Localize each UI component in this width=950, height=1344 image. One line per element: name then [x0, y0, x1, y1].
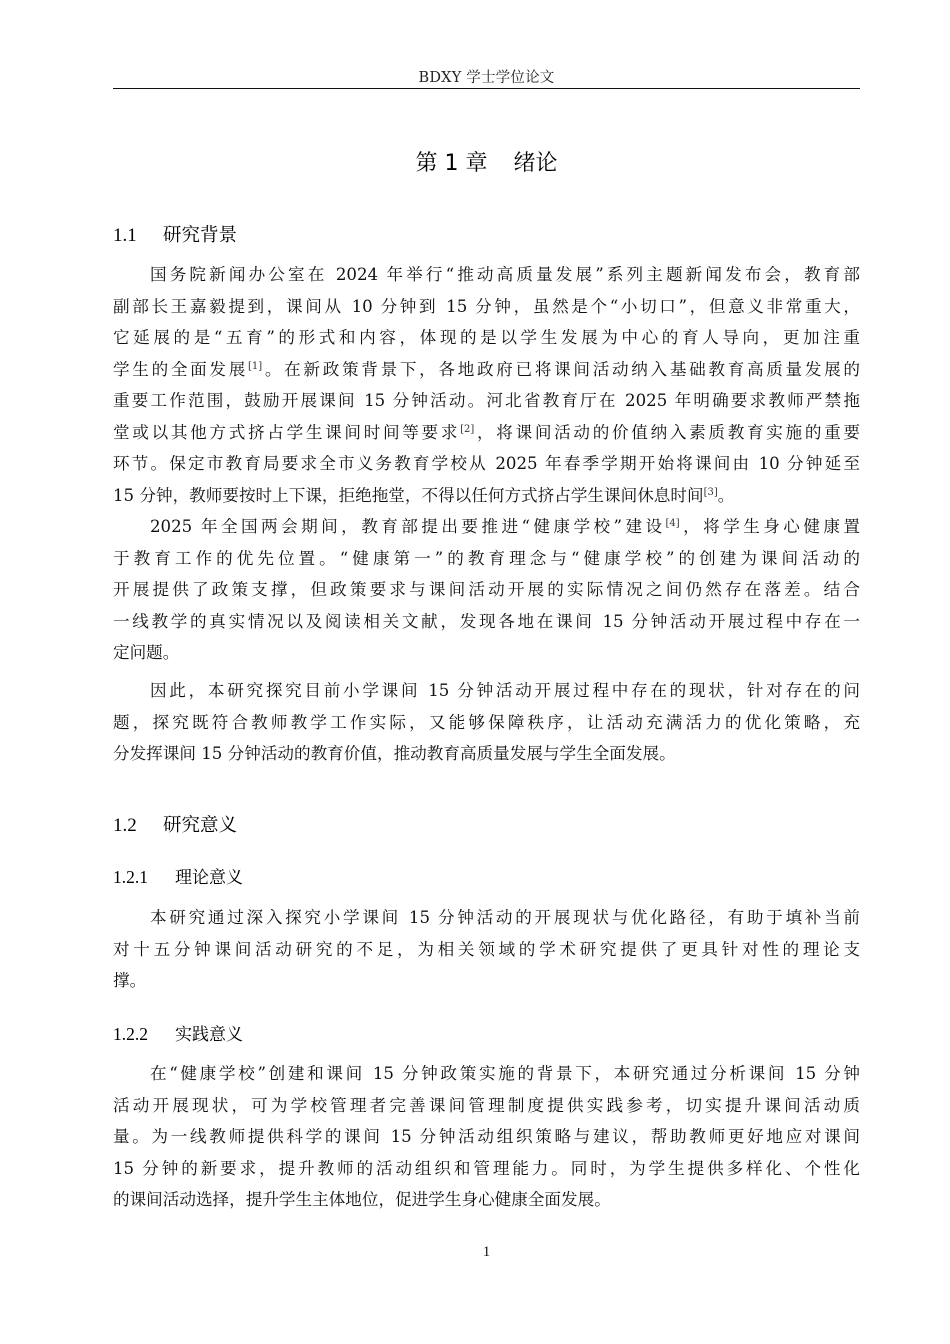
text-line: 在“健康学校”创建和课间 15 分钟政策实施的背景下，本研究通过分析课间 15 分钟 — [150, 1064, 860, 1083]
text-line: 题，探究既符合教师教学工作实际，又能够保障秩序，让活动充满活力的优化策略，充 — [113, 712, 860, 732]
text-line: 量。为一线教师提供科学的课间 15 分钟活动组织策略与建议，帮助教师更好地应对课间 — [113, 1127, 860, 1146]
text-span: 。 — [717, 485, 735, 505]
text-span: 学生的全面发展 — [113, 359, 248, 379]
section-heading-1-2 — [113, 811, 237, 837]
subsection-heading-1-2-2 — [113, 1020, 243, 1045]
paragraph-background-1 — [113, 259, 860, 511]
text-line — [113, 511, 860, 543]
running-header: BDXY 学士学位论文 — [418, 70, 555, 86]
section-heading-1-1 — [113, 221, 237, 247]
text-line: 开展提供了政策支撑，但政策要求与课间活动开展的实际情况之间仍然存在落差。结合 — [113, 580, 860, 599]
citation-ref-2: [2] — [460, 423, 475, 435]
text-line: 于教育工作的优先位置。“健康第一”的教育理念与“健康学校”的创建为课间活动的 — [113, 548, 860, 568]
text-line: 国务院新闻办公室在 2024 年举行“推动高质量发展”系列主题新闻发布会，教育部 — [150, 265, 860, 284]
text-line: 重要工作范围，鼓励开展课间 15 分钟活动。河北省教育厅在 2025 年明确要求教师严禁拖 — [113, 391, 860, 410]
section-number: 1.1 — [113, 225, 137, 246]
text-span: 堂或以其他方式挤占学生课间时间等要求 — [113, 422, 461, 442]
subsection-heading-1-2-1 — [113, 863, 243, 888]
paragraph-background-2 — [113, 511, 860, 669]
text-span: ，将学生身心健康置 — [679, 517, 860, 536]
header-rule — [113, 88, 860, 89]
paragraph-background-3 — [113, 675, 860, 770]
paragraph-practical — [113, 1058, 860, 1216]
subsection-title: 理论意义 — [175, 868, 243, 888]
citation-ref-3: [3] — [703, 486, 718, 498]
text-line: 副部长王嘉毅提到，课间从 10 分钟到 15 分钟，虽然是个“小切口”，但意义非常重大， — [113, 296, 860, 316]
text-line — [113, 417, 860, 449]
text-span: 15 分钟，教师要按时上下课，拒绝拖堂，不得以任何方式挤占学生课间休息时间 — [113, 485, 704, 505]
chapter-title — [113, 146, 860, 177]
chapter-number: 第 1 章 — [415, 151, 488, 176]
text-span: 。在新政策背景下，各地政府已将课间活动纳入基础教育高质量发展的 — [262, 359, 861, 379]
chapter-name: 绪论 — [513, 151, 558, 176]
text-line: 的课间活动选择，提升学生主体地位，促进学生身心健康全面发展。 — [113, 1190, 611, 1209]
citation-ref-1: [1] — [248, 360, 263, 372]
section-title: 研究背景 — [163, 225, 238, 246]
section-title: 研究意义 — [163, 815, 238, 836]
paragraph-theoretical — [113, 902, 860, 997]
text-line: 一线教学的真实情况以及阅读相关文献，发现各地在课间 15 分钟活动开展过程中存在一 — [113, 611, 860, 631]
text-line: 对十五分钟课间活动研究的不足，为相关领域的学术研究提供了更具针对性的理论支 — [113, 939, 860, 959]
text-line: 分发挥课间 15 分钟活动的教育价值，推动教育高质量发展与学生全面发展。 — [113, 744, 676, 763]
page-number: 1 — [482, 1244, 491, 1260]
subsection-number: 1.2.1 — [113, 867, 148, 887]
text-span: ，将课间活动的价值纳入素质教育实施的重要 — [474, 422, 861, 442]
citation-ref-4: [4] — [665, 518, 680, 529]
text-line: 15 分钟的新要求，提升教师的活动组织和管理能力。同时，为学生提供多样化、个性化 — [113, 1158, 860, 1178]
text-line: 它延展的是“五育”的形式和内容，体现的是以学生发展为中心的育人导向，更加注重 — [113, 328, 860, 347]
text-line: 环节。保定市教育局要求全市义务教育学校从 2025 年春季学期开始将课间由 10 分钟延至 — [113, 454, 860, 473]
text-line: 因此，本研究探究目前小学课间 15 分钟活动开展过程中存在的现状，针对存在的问 — [150, 681, 860, 700]
text-line: 撑。 — [113, 971, 147, 990]
text-line: 定问题。 — [113, 643, 180, 662]
text-span: 2025 年全国两会期间，教育部提出要推进“健康学校”建设 — [150, 517, 666, 536]
text-line: 本研究通过深入探究小学课间 15 分钟活动的开展现状与优化路径，有助于填补当前 — [150, 908, 860, 927]
subsection-number: 1.2.2 — [113, 1024, 148, 1044]
text-line — [113, 480, 860, 512]
subsection-title: 实践意义 — [175, 1025, 243, 1045]
text-line: 活动开展现状，可为学校管理者完善课间管理制度提供实践参考，切实提升课间活动质 — [113, 1095, 860, 1115]
text-line — [113, 354, 860, 386]
section-number: 1.2 — [113, 815, 137, 836]
